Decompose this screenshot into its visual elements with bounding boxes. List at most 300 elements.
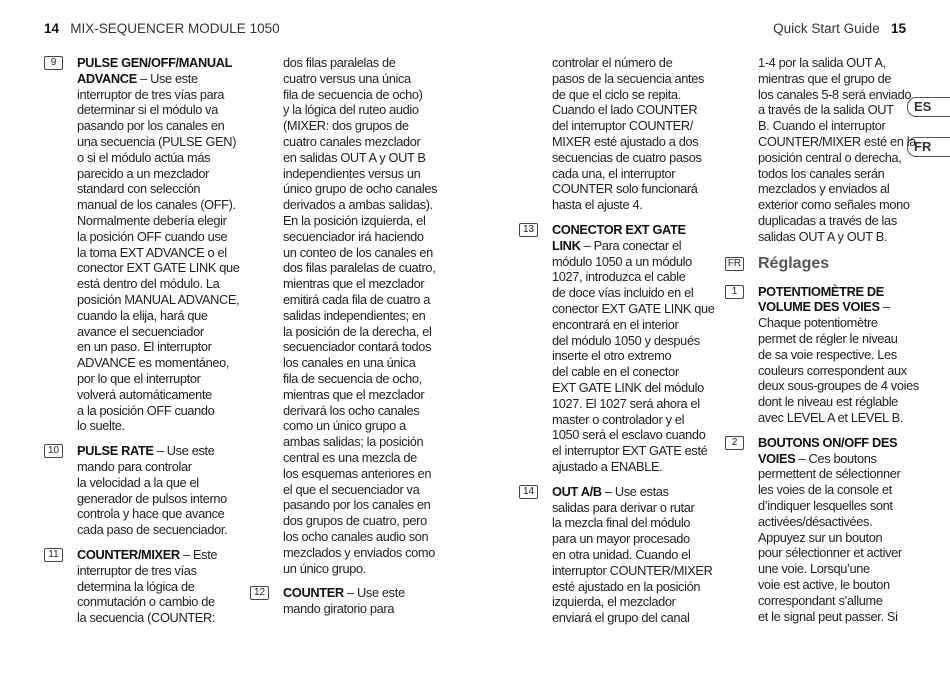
- text-line: [77, 166, 240, 182]
- body-text: permettent de sélectionner: [758, 466, 901, 482]
- body-text: los esquemas anteriores en: [283, 465, 432, 481]
- body-text: MIXER esté ajustado a dos: [552, 133, 699, 149]
- body-text: módulo 1050 a un módulo: [552, 253, 692, 269]
- text-line: [552, 610, 715, 626]
- text-line: [552, 55, 715, 71]
- body-text: salidas para derivar o rutar: [552, 499, 695, 515]
- item-number-badge: 12: [250, 586, 269, 600]
- left-page-number: 14: [44, 21, 60, 36]
- body-text: fila de secuencia de ocho): [283, 86, 423, 102]
- body-text: et le signal peut passer. Si: [758, 608, 898, 624]
- text-column-3: [522, 55, 715, 626]
- body-text: ambas salidas; la posición: [283, 434, 424, 450]
- body-text: pasos de la secuencia antes: [552, 70, 705, 86]
- text-line: [758, 315, 919, 331]
- bold-term: VOIES: [758, 450, 796, 466]
- text-line: [283, 355, 437, 371]
- text-line: [77, 355, 240, 371]
- body-text: secuenciador contará todos: [283, 339, 432, 355]
- paragraph-block: [522, 483, 715, 626]
- body-text: como un único grupo a: [283, 418, 406, 434]
- text-line: [77, 71, 240, 87]
- text-line: [758, 482, 919, 498]
- body-text: el que el secuenciador va: [283, 481, 420, 497]
- body-text: fila de secuencia de ocho,: [283, 370, 422, 386]
- text-line: [77, 197, 240, 213]
- body-text: enviará el grupo del canal: [552, 610, 690, 626]
- bold-term: PULSE GEN/OFF/MANUAL: [77, 55, 233, 70]
- text-line: [283, 561, 437, 577]
- text-line: [552, 396, 715, 412]
- text-line: [758, 593, 919, 609]
- text-line: [77, 260, 240, 276]
- body-text: un conteo de los canales en: [283, 244, 433, 260]
- text-line: [283, 134, 437, 150]
- right-page-title: Quick Start Guide: [773, 21, 880, 36]
- body-text: master o controlador y el: [552, 411, 685, 427]
- bold-term: COUNTER: [283, 585, 344, 601]
- text-line: [77, 276, 240, 292]
- text-line: [552, 238, 715, 254]
- text-line: [758, 229, 919, 245]
- text-line: [77, 610, 240, 626]
- text-line: [283, 55, 437, 71]
- body-text: central es una mezcla de: [283, 449, 417, 465]
- body-text: mezclados y enviados al: [758, 181, 890, 197]
- bold-term: PULSE RATE: [77, 443, 154, 459]
- text-line: [283, 466, 437, 482]
- body-text: hasta el ajuste 4.: [552, 197, 643, 213]
- paragraph-block: [522, 221, 715, 475]
- body-text: los canales 5-8 será enviado: [758, 86, 912, 102]
- body-text: el interruptor EXT GATE esté: [552, 443, 708, 459]
- body-text: deux sous-groupes de 4 voies: [758, 378, 919, 394]
- text-line: [283, 387, 437, 403]
- body-text: todos los canales serán: [758, 165, 885, 181]
- text-line: [552, 579, 715, 595]
- body-text: emitirá cada fila de cuatro a: [283, 291, 431, 307]
- text-column-1: [47, 55, 240, 626]
- body-text: un único grupo.: [283, 560, 366, 576]
- body-text: permet de régler le niveau: [758, 330, 898, 346]
- body-text: controlar el número de: [552, 55, 673, 70]
- body-text: salidas OUT A y OUT B.: [758, 228, 888, 244]
- text-line: [552, 443, 715, 459]
- text-line: [758, 545, 919, 561]
- text-line: [77, 594, 240, 610]
- paragraph-block: [47, 443, 240, 538]
- body-text: activées/désactivées.: [758, 513, 873, 529]
- body-text: cuando la elija, hará que: [77, 307, 208, 323]
- text-line: [552, 285, 715, 301]
- text-line: [552, 269, 715, 285]
- body-text: COUNTER/MIXER esté en la: [758, 133, 917, 149]
- body-text: una secuencia (PULSE GEN): [77, 133, 237, 149]
- text-line: [77, 522, 240, 538]
- body-text: cuatro versus una única: [283, 70, 411, 86]
- paragraph-block: [731, 283, 919, 426]
- text-line: [758, 466, 919, 482]
- text-line: [77, 459, 240, 475]
- body-text: pour sélectionner et activer: [758, 545, 902, 561]
- text-line: [552, 87, 715, 103]
- text-line: [77, 506, 240, 522]
- text-line: [758, 299, 919, 315]
- text-line: [758, 213, 919, 229]
- body-text: standard con selección: [77, 181, 201, 197]
- body-text: parecido a un mezclador: [77, 165, 210, 181]
- text-line: [552, 150, 715, 166]
- text-line: [283, 150, 437, 166]
- text-line: [552, 254, 715, 270]
- text-line: [77, 245, 240, 261]
- text-line: [283, 482, 437, 498]
- text-line: [283, 450, 437, 466]
- body-text: la posición de la derecha, el: [283, 323, 432, 339]
- body-text: mientras que el grupo de: [758, 70, 892, 86]
- body-text: B. Cuando el interruptor: [758, 118, 886, 134]
- text-line: [283, 497, 437, 513]
- bold-term: OUT A/B: [552, 483, 602, 499]
- body-text: secuencias de cuatro pasos: [552, 149, 702, 165]
- text-line: [758, 134, 919, 150]
- body-text: conector EXT GATE LINK que: [77, 260, 240, 276]
- bold-term: VOLUME DES VOIES: [758, 299, 880, 315]
- text-line: [283, 197, 437, 213]
- text-line: [77, 443, 240, 459]
- body-text: une voie. Lorsqu’une: [758, 561, 870, 577]
- paragraph-block: [731, 434, 919, 625]
- text-line: [283, 292, 437, 308]
- bold-term: COUNTER/MIXER: [77, 546, 180, 562]
- text-line: [77, 339, 240, 355]
- text-line: [77, 55, 240, 71]
- right-page-header: [773, 21, 906, 36]
- body-text: la secuencia (COUNTER:: [77, 610, 216, 626]
- text-line: [552, 515, 715, 531]
- text-line: [758, 150, 919, 166]
- text-line: [77, 308, 240, 324]
- body-text: a través de la salida OUT: [758, 102, 894, 118]
- body-text: de sa voie respective. Les: [758, 346, 897, 362]
- paragraph-block: [253, 585, 437, 617]
- text-line: [552, 531, 715, 547]
- body-text: dos filas paralelas de: [283, 55, 396, 70]
- body-text: cada paso de secuenciador.: [77, 522, 228, 538]
- bold-term: BOUTONS ON/OFF DES: [758, 434, 898, 450]
- text-line: [283, 529, 437, 545]
- item-number-badge: 14: [519, 485, 538, 499]
- body-text: determinar si el módulo va: [77, 102, 218, 118]
- body-text: la toma EXT ADVANCE o el: [77, 244, 227, 260]
- body-text: – Use este: [153, 443, 215, 459]
- body-text: del cable en el conector: [552, 364, 679, 380]
- body-text: o si el módulo actúa más: [77, 149, 211, 165]
- text-line: [283, 245, 437, 261]
- text-line: [758, 87, 919, 103]
- body-text: – Ces boutons: [795, 450, 877, 466]
- paragraph-block: [50, 55, 240, 434]
- right-page-number: 15: [890, 21, 906, 36]
- body-text: controla y hace que avance: [77, 506, 225, 522]
- text-line: [758, 609, 919, 625]
- text-line: [77, 403, 240, 419]
- text-line: [758, 55, 919, 71]
- text-line: [758, 347, 919, 363]
- body-text: interruptor COUNTER/MIXER: [552, 562, 713, 578]
- body-text: derivados a ambas salidas).: [283, 197, 433, 213]
- language-tab-es[interactable]: ES: [907, 97, 950, 117]
- body-text: dont le niveau est réglable: [758, 394, 898, 410]
- body-text: derivará los ocho canales: [283, 402, 420, 418]
- text-line: [758, 577, 919, 593]
- text-line: [758, 451, 919, 467]
- text-line: [283, 434, 437, 450]
- text-line: [283, 102, 437, 118]
- text-line: [77, 371, 240, 387]
- body-text: la velocidad a la que el: [77, 474, 199, 490]
- item-number-badge: 13: [519, 223, 538, 237]
- body-text: interruptor de tres vías para: [77, 86, 225, 102]
- text-line: [283, 87, 437, 103]
- left-page-header: [44, 21, 280, 36]
- body-text: mando para controlar: [77, 458, 192, 474]
- body-text: – Este: [179, 546, 218, 562]
- text-line: [758, 378, 919, 394]
- text-line: [758, 514, 919, 530]
- text-line: [758, 181, 919, 197]
- text-line: [758, 118, 919, 134]
- body-text: exterior como señales mono: [758, 197, 910, 213]
- text-line: [552, 197, 715, 213]
- text-line: [77, 547, 240, 563]
- bold-term: ADVANCE: [77, 70, 137, 86]
- body-text: la posición OFF cuando use: [77, 228, 228, 244]
- body-text: – Use estas: [601, 483, 669, 499]
- text-line: [552, 102, 715, 118]
- body-text: Chaque potentiomètre: [758, 315, 878, 331]
- body-text: – Use este: [343, 585, 405, 601]
- text-line: [552, 500, 715, 516]
- body-text: dos grupos de cuatro, pero: [283, 513, 427, 529]
- paragraph-block: [758, 55, 919, 245]
- body-text: – Use este: [136, 70, 198, 86]
- text-line: [552, 181, 715, 197]
- text-line: [77, 579, 240, 595]
- bold-term: POTENTIOMÈTRE DE: [758, 283, 884, 299]
- language-tab-fr[interactable]: FR: [907, 137, 950, 157]
- body-text: cada una, el interruptor: [552, 165, 676, 181]
- paragraph-block: [552, 55, 715, 213]
- text-line: [552, 364, 715, 380]
- body-text: manual de los canales (OFF).: [77, 197, 236, 213]
- text-line: [552, 459, 715, 475]
- text-line: [77, 491, 240, 507]
- text-line: [77, 387, 240, 403]
- body-text: d’indiquer lesquelles sont: [758, 497, 893, 513]
- item-number-badge: FR: [725, 257, 744, 271]
- text-line: [283, 213, 437, 229]
- body-text: mientras que el mezclador: [283, 386, 425, 402]
- body-text: por lo que el interruptor: [77, 370, 201, 386]
- body-text: couleurs correspondent aux: [758, 362, 907, 378]
- text-line: [552, 594, 715, 610]
- text-line: [283, 403, 437, 419]
- body-text: – Para conectar el: [580, 237, 682, 253]
- body-text: inserte el otro extremo: [552, 348, 672, 364]
- text-line: [552, 134, 715, 150]
- body-text: pasando por los canales en: [77, 118, 225, 134]
- text-line: [758, 331, 919, 347]
- body-text: posición MANUAL ADVANCE,: [77, 291, 240, 307]
- text-line: [552, 118, 715, 134]
- text-line: [758, 435, 919, 451]
- item-number-badge: 9: [44, 56, 63, 70]
- text-column-4: [727, 55, 919, 624]
- text-line: [552, 563, 715, 579]
- body-text: En la posición izquierda, el: [283, 212, 426, 228]
- text-line: [77, 213, 240, 229]
- text-line: [552, 301, 715, 317]
- section-heading-block: [727, 253, 919, 275]
- body-text: conmutación o cambio de: [77, 594, 215, 610]
- item-number-badge: 2: [725, 436, 744, 450]
- text-line: [758, 530, 919, 546]
- body-text: –: [879, 299, 890, 315]
- text-line: [283, 545, 437, 561]
- text-line: [758, 197, 919, 213]
- body-text: 1027, introduzca el cable: [552, 269, 686, 285]
- bold-term: LINK: [552, 237, 581, 253]
- paragraph-block: [283, 55, 437, 576]
- body-text: izquierda, el mezclador: [552, 594, 676, 610]
- body-text: para un mayor procesado: [552, 531, 690, 547]
- text-line: [77, 563, 240, 579]
- text-line: [77, 475, 240, 491]
- text-line: [552, 380, 715, 396]
- body-text: encontrará en el interior: [552, 316, 679, 332]
- text-line: [283, 585, 437, 601]
- text-line: [283, 371, 437, 387]
- text-line: [552, 547, 715, 563]
- bold-term: CONECTOR EXT GATE: [552, 221, 686, 237]
- body-text: correspondant s’allume: [758, 592, 883, 608]
- body-text: voie est active, le bouton: [758, 576, 890, 592]
- body-text: lo suelte.: [77, 418, 125, 434]
- text-line: [77, 102, 240, 118]
- text-line: [552, 222, 715, 238]
- text-line: [283, 513, 437, 529]
- body-text: mezclados y enviados como: [283, 544, 435, 560]
- body-text: en salidas OUT A y OUT B: [283, 149, 426, 165]
- body-text: generador de pulsos interno: [77, 490, 227, 506]
- text-line: [552, 333, 715, 349]
- body-text: único grupo de ocho canales: [283, 181, 438, 197]
- body-text: pasando por los canales en: [283, 497, 431, 513]
- text-line: [283, 418, 437, 434]
- item-number-badge: 1: [725, 285, 744, 299]
- body-text: determina la lógica de: [77, 578, 195, 594]
- text-line: [283, 308, 437, 324]
- body-text: los canales en una única: [283, 355, 416, 371]
- body-text: independientes versus un: [283, 165, 421, 181]
- body-text: conector EXT GATE LINK que: [552, 300, 715, 316]
- body-text: de que el ciclo se repita.: [552, 86, 681, 102]
- text-line: [552, 166, 715, 182]
- text-line: [77, 292, 240, 308]
- text-line: [283, 166, 437, 182]
- text-line: [552, 317, 715, 333]
- body-text: 1-4 por la salida OUT A,: [758, 55, 886, 70]
- body-text: en un paso. El interruptor: [77, 339, 212, 355]
- body-text: EXT GATE LINK del módulo: [552, 379, 704, 395]
- body-text: 1027. El 1027 será ahora el: [552, 395, 700, 411]
- body-text: cuatro canales mezclador: [283, 133, 421, 149]
- text-line: [552, 348, 715, 364]
- text-line: [77, 324, 240, 340]
- body-text: la mezcla final del módulo: [552, 515, 691, 531]
- text-line: [758, 102, 919, 118]
- body-text: Normalmente debería elegir: [77, 212, 227, 228]
- body-text: del módulo 1050 y después: [552, 332, 700, 348]
- text-line: [552, 427, 715, 443]
- body-text: mientras que el mezclador: [283, 276, 425, 292]
- text-line: [758, 394, 919, 410]
- body-text: COUNTER solo funcionará: [552, 181, 698, 197]
- text-line: [283, 324, 437, 340]
- body-text: y la lógica del ruteo audio: [283, 102, 419, 118]
- text-line: [758, 363, 919, 379]
- text-line: [77, 87, 240, 103]
- text-line: [77, 150, 240, 166]
- body-text: avance el secuenciador: [77, 323, 204, 339]
- body-text: Appuyez sur un bouton: [758, 529, 883, 545]
- text-line: [758, 410, 919, 426]
- body-text: mando giratorio para: [283, 601, 395, 617]
- body-text: dos filas paralelas de cuatro,: [283, 260, 436, 276]
- text-line: [283, 181, 437, 197]
- body-text: del interruptor COUNTER/: [552, 118, 693, 134]
- body-text: duplicadas a través de las: [758, 212, 897, 228]
- text-line: [283, 260, 437, 276]
- text-line: [758, 284, 919, 300]
- body-text: está dentro del módulo. La: [77, 276, 220, 292]
- text-line: [552, 71, 715, 87]
- left-page-title: MIX-SEQUENCER MODULE 1050: [70, 21, 280, 36]
- body-text: posición central o derecha,: [758, 149, 902, 165]
- body-text: en otra unidad. Cuando el: [552, 546, 691, 562]
- body-text: secuenciador irá haciendo: [283, 228, 424, 244]
- body-text: ADVANCE es momentáneo,: [77, 355, 230, 371]
- text-line: [77, 134, 240, 150]
- text-line: [552, 412, 715, 428]
- paragraph-block: [48, 546, 240, 626]
- section-title: Réglages: [758, 254, 830, 272]
- body-text: los ocho canales audio son: [283, 528, 429, 544]
- text-line: [77, 118, 240, 134]
- text-line: [283, 601, 437, 617]
- text-line: [758, 71, 919, 87]
- text-line: [77, 418, 240, 434]
- text-line: [283, 229, 437, 245]
- body-text: esté ajustado en la posición: [552, 578, 701, 594]
- item-number-badge: 10: [44, 444, 63, 458]
- body-text: salidas independientes; en: [283, 307, 426, 323]
- body-text: (MIXER: dos grupos de: [283, 118, 409, 134]
- text-line: [758, 166, 919, 182]
- text-line: [283, 339, 437, 355]
- body-text: Cuando el lado COUNTER: [552, 102, 698, 118]
